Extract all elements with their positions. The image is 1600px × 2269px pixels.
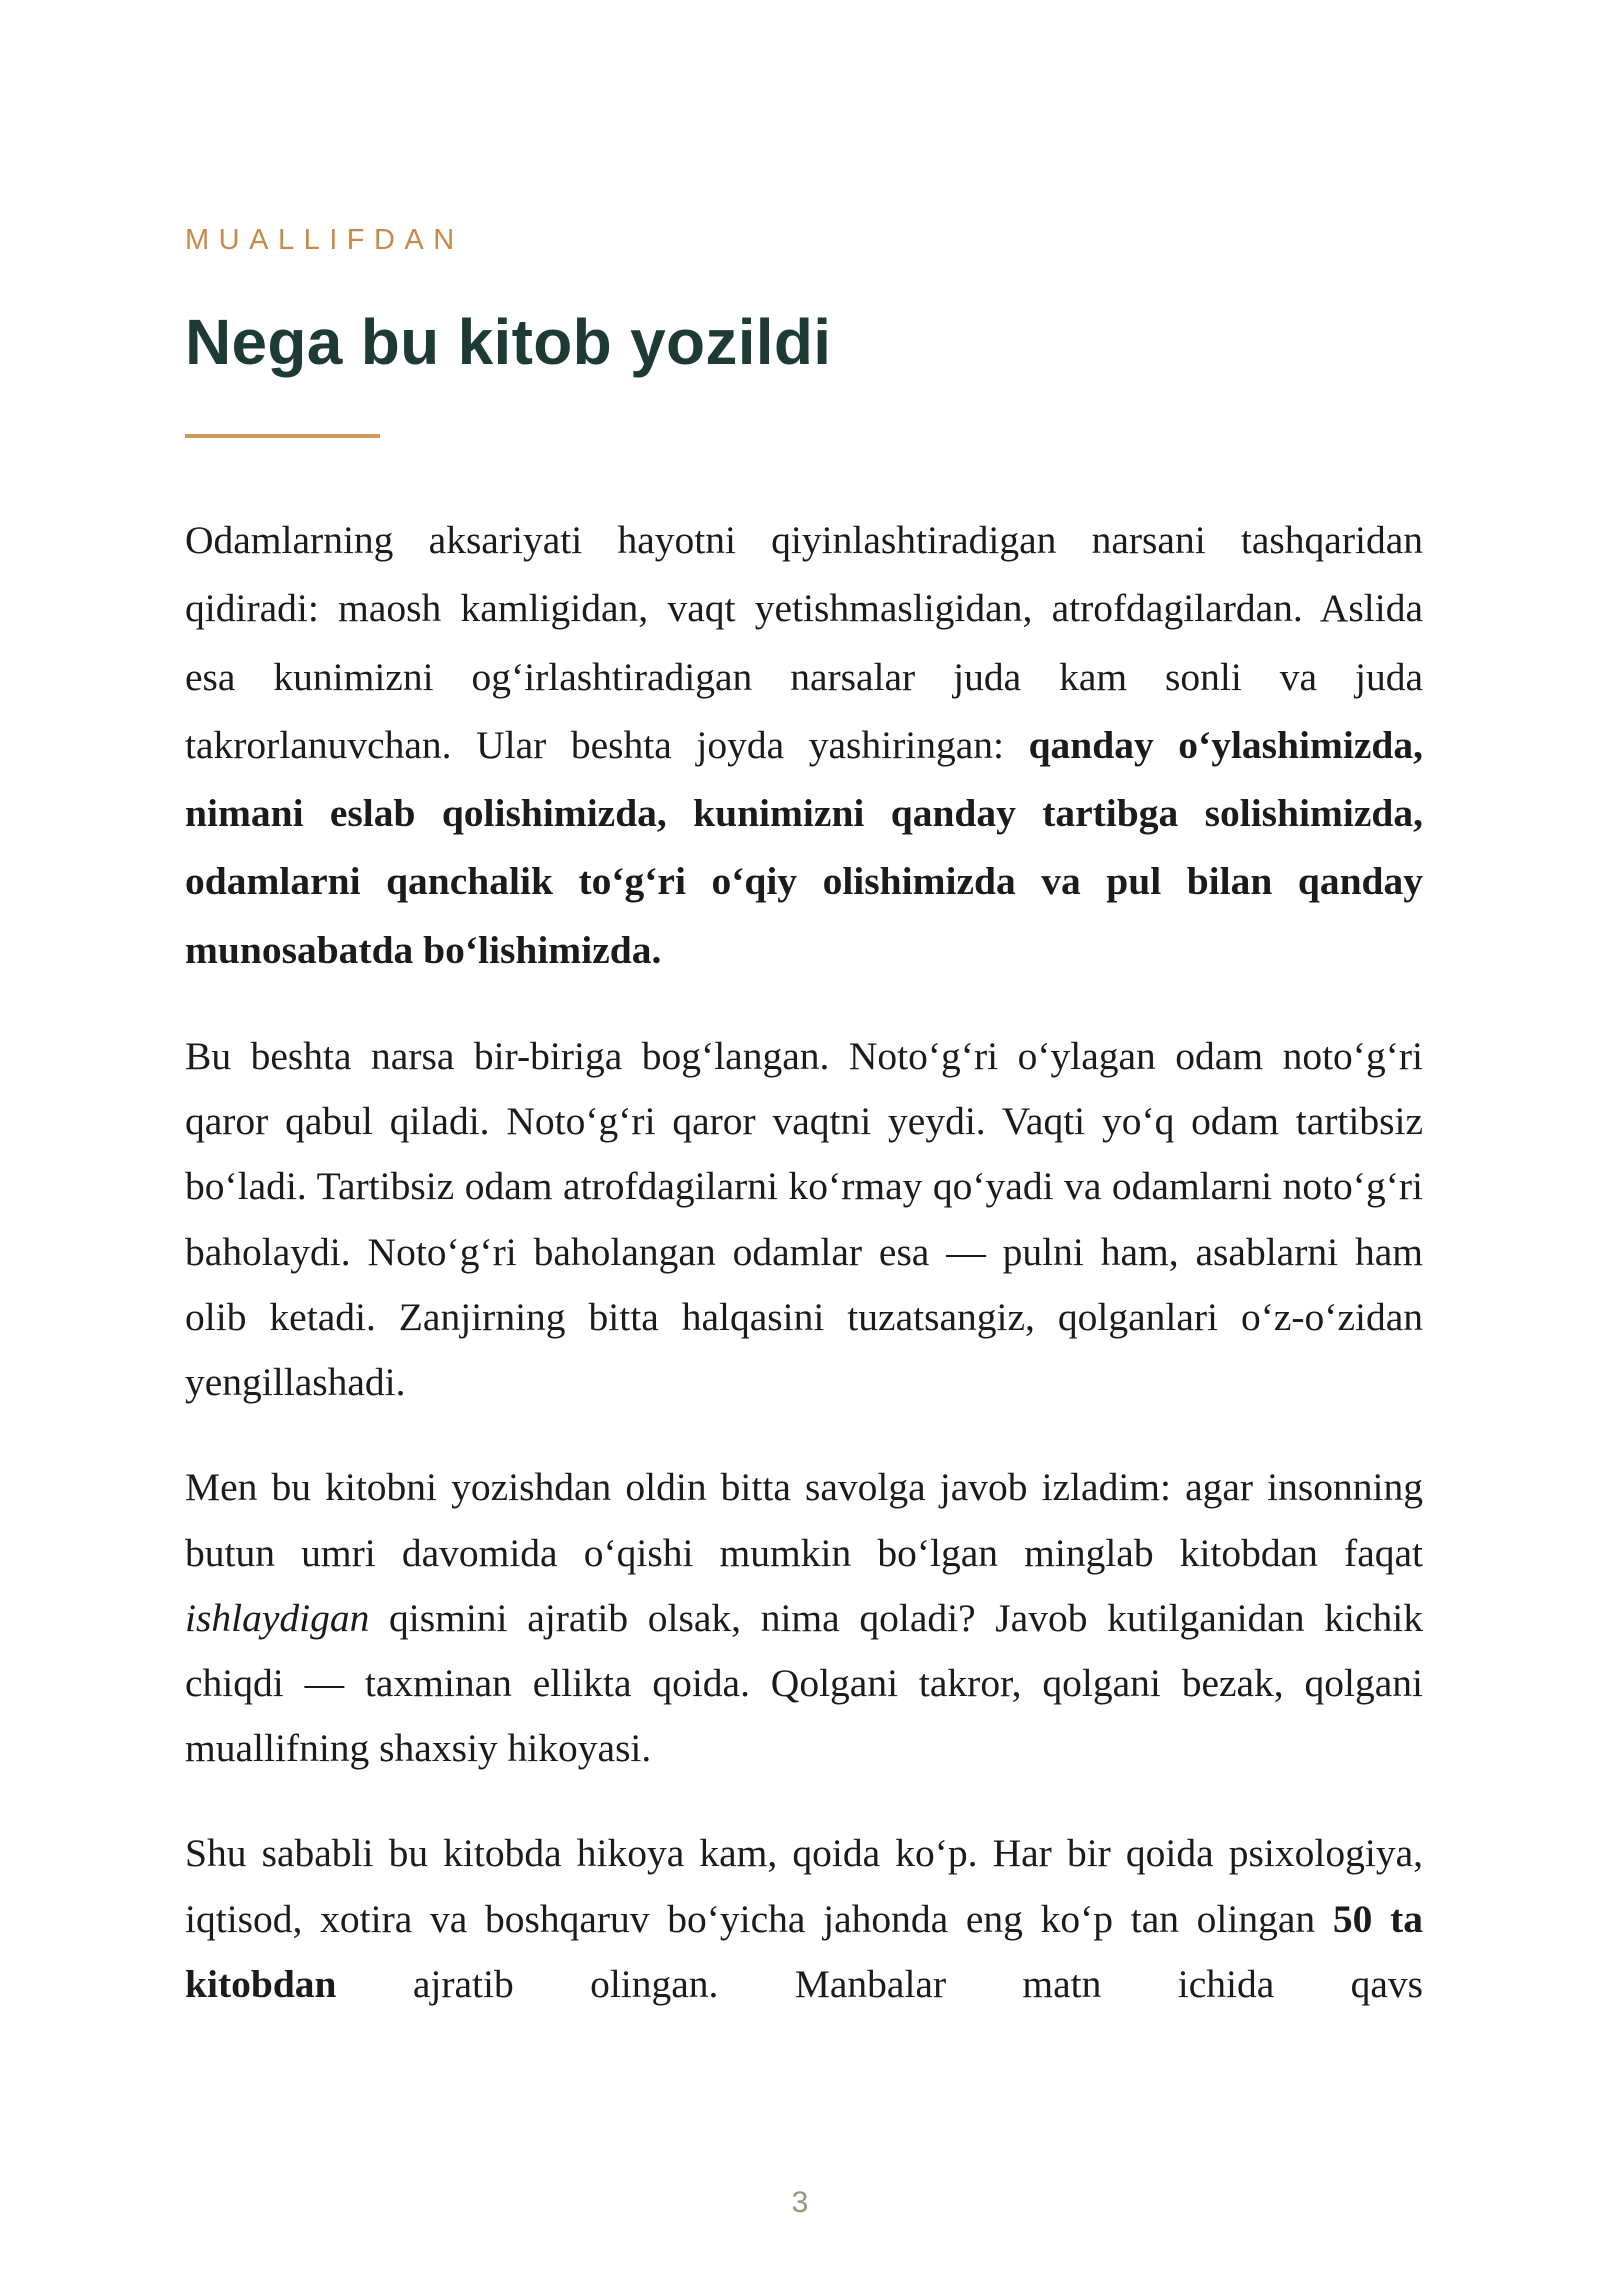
section-eyebrow: MUALLIFDAN [185,224,464,256]
paragraph-4-text-after: ajratib olingan. Manbalar matn ichida qavs [336,1961,1423,2006]
page-number: 3 [791,2186,809,2219]
paragraph-3 [185,1455,1423,1781]
page-title: Nega bu kitob yozildi [185,306,832,378]
paragraph-1-bold: qanday o‘ylashimizda, nimani eslab qolishimizda, kunimizni qanday tartibga solishimizda, odamlarni qanchalik to‘g‘ri o‘qiy olishimizda va pul bilan qanday munosabatda bo‘lishimizda. [185,722,1423,972]
paragraph-1 [185,506,1423,984]
paragraph-3-text-after: qismini ajratib olsak, nima qoladi? Javob kutilganidan kichik chiqdi — taxminan ellikta qoida. Qolgani takror, qolgani bezak, qolgani muallifning shaxsiy hikoyasi. [185,1595,1423,1771]
page-content [185,218,1423,2017]
paragraph-4 [185,1821,1423,2017]
paragraph-2 [185,1024,1423,1415]
paragraph-4-bold: 50 ta kitobdan [185,1896,1423,2006]
title-underline-divider [185,434,380,438]
paragraph-1-text: Odamlarning aksariyati hayotni qiyinlashtiradigan narsani tashqaridan qidiradi: maosh kamligidan, vaqt yetishmasligidan, atrofdagilardan. Aslida esa kunimizni og‘irlashtiradigan narsalar juda kam sonli va juda takrorlanuvchan. Ular beshta joyda yashiringan: [185,518,1423,767]
paragraph-2-text: Bu beshta narsa bir-biriga bog‘langan. Noto‘g‘ri o‘ylagan odam noto‘g‘ri qaror qabul qiladi. Noto‘g‘ri qaror vaqtni yeydi. Vaqti yo‘q odam tartibsiz bo‘ladi. Tartibsiz odam atrofdagilarni ko‘rmay qo‘yadi va odamlarni noto‘g‘ri baholaydi. Noto‘g‘ri baholangan odamlar esa — pulni ham, asablarni ham olib ketadi. Zanjirning bitta halqasini tuzatsangiz, qolganlari o‘z-o‘zidan yengillashadi. [185,1034,1423,1405]
paragraph-4-text-before: Shu sababli bu kitobda hikoya kam, qoida ko‘p. Har bir qoida psixologiya, iqtisod, xotira va boshqaruv bo‘yicha jahonda eng ko‘p tan olingan [185,1831,1423,1941]
paragraph-3-text-before: Men bu kitobni yozishdan oldin bitta savolga javob izladim: agar insonning butun umri davomida o‘qishi mumkin bo‘lgan minglab kitobdan faqat [185,1465,1423,1575]
paragraph-3-italic: ishlaydigan [185,1595,370,1640]
